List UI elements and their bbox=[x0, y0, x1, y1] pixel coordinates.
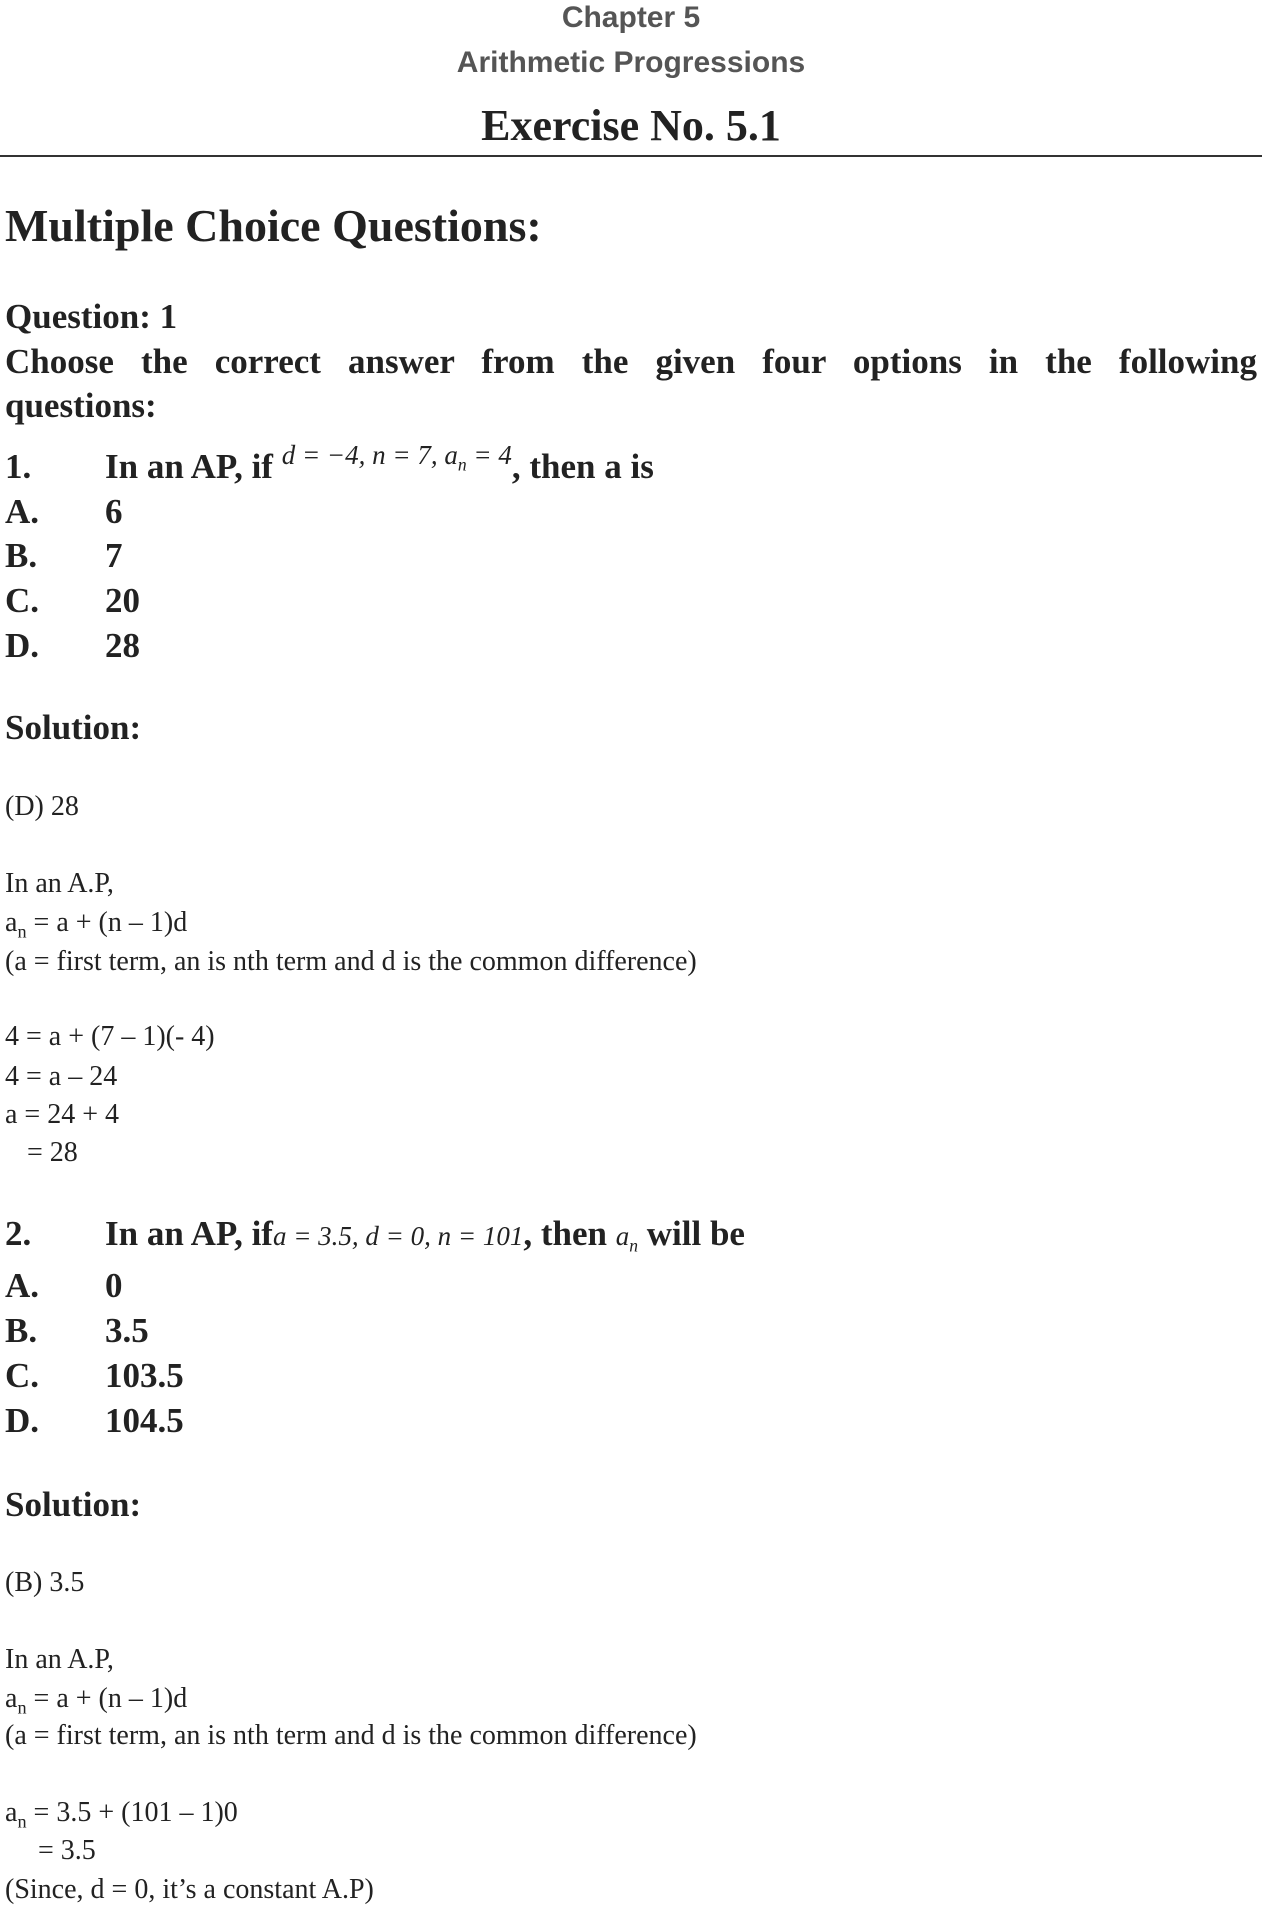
option-b: B. 3.5 bbox=[5, 1311, 149, 1350]
option-a: A. 0 bbox=[5, 1266, 123, 1305]
solution-calc: $a_n = 3.5 + (101 - 1)0$ bbox=[5, 1797, 238, 1832]
section-title: Multiple Choice Questions: bbox=[5, 200, 542, 251]
question-math: a = 3.5, d = 0, n = 101 bbox=[272, 1221, 524, 1251]
question-number: 1. bbox=[5, 447, 32, 486]
solution-line: = 28 bbox=[27, 1137, 78, 1168]
solution-line: In an A.P, bbox=[5, 1644, 114, 1675]
chapter-label: Chapter 5 bbox=[561, 1, 701, 34]
question-text: In an AP, if bbox=[105, 447, 273, 486]
solution-formula: $a_n = a + (n - 1)d$ bbox=[5, 1683, 188, 1718]
exercise-title: Exercise No. 5.1 bbox=[481, 101, 781, 150]
solution-line: = 3.5 bbox=[38, 1835, 96, 1866]
solution-formula: $a_n = a + (n - 1)d$ bbox=[5, 907, 188, 942]
question-2: 2. In an AP, ifa = 3.5, d = 0, n = 101, then $a_n$ will be bbox=[5, 1214, 745, 1256]
subject-title: Arithmetic Progressions bbox=[456, 46, 806, 79]
solution-line: a = 24 + 4 bbox=[5, 1099, 120, 1130]
option-b: B. 7 bbox=[5, 536, 123, 575]
option-d: D. 28 bbox=[5, 626, 140, 665]
solution-line: 4 = a – 24 bbox=[5, 1061, 118, 1092]
option-a: A. 6 bbox=[5, 492, 123, 531]
solution-answer: (D) 28 bbox=[5, 791, 79, 822]
instruction-line-2: questions: bbox=[5, 386, 157, 425]
solution-line: (a = first term, an is nth term and d is the common difference) bbox=[5, 1720, 697, 1751]
solution-line: In an A.P, bbox=[5, 868, 114, 899]
solution-line: (Since, d = 0, it’s a constant A.P) bbox=[5, 1874, 374, 1905]
question-text-end: , then a is bbox=[511, 447, 654, 486]
option-c: C. 20 bbox=[5, 581, 140, 620]
option-c: C. 103.5 bbox=[5, 1356, 184, 1395]
solution-answer: (B) 3.5 bbox=[5, 1567, 85, 1598]
question-1 bbox=[5, 440, 654, 488]
question-number: 2. bbox=[5, 1214, 32, 1253]
header-divider bbox=[0, 155, 1262, 157]
solution-line: (a = first term, an is nth term and d is the common difference) bbox=[5, 946, 697, 977]
question-math: d = −4, n = 7, an = 4 bbox=[281, 440, 512, 475]
option-d: D. 104.5 bbox=[5, 1401, 184, 1440]
question-text: In an AP, if bbox=[105, 1214, 273, 1253]
solution-line: 4 = a + (7 – 1)(- 4) bbox=[5, 1021, 215, 1052]
solution-label: Solution: bbox=[5, 1485, 142, 1524]
question-label: Question: 1 bbox=[5, 297, 178, 336]
solution-label: Solution: bbox=[5, 708, 142, 747]
instruction-line-1: Choose the correct answer from the given four options in the following bbox=[5, 342, 1257, 381]
question-math-2: $a_n$ bbox=[615, 1221, 639, 1256]
